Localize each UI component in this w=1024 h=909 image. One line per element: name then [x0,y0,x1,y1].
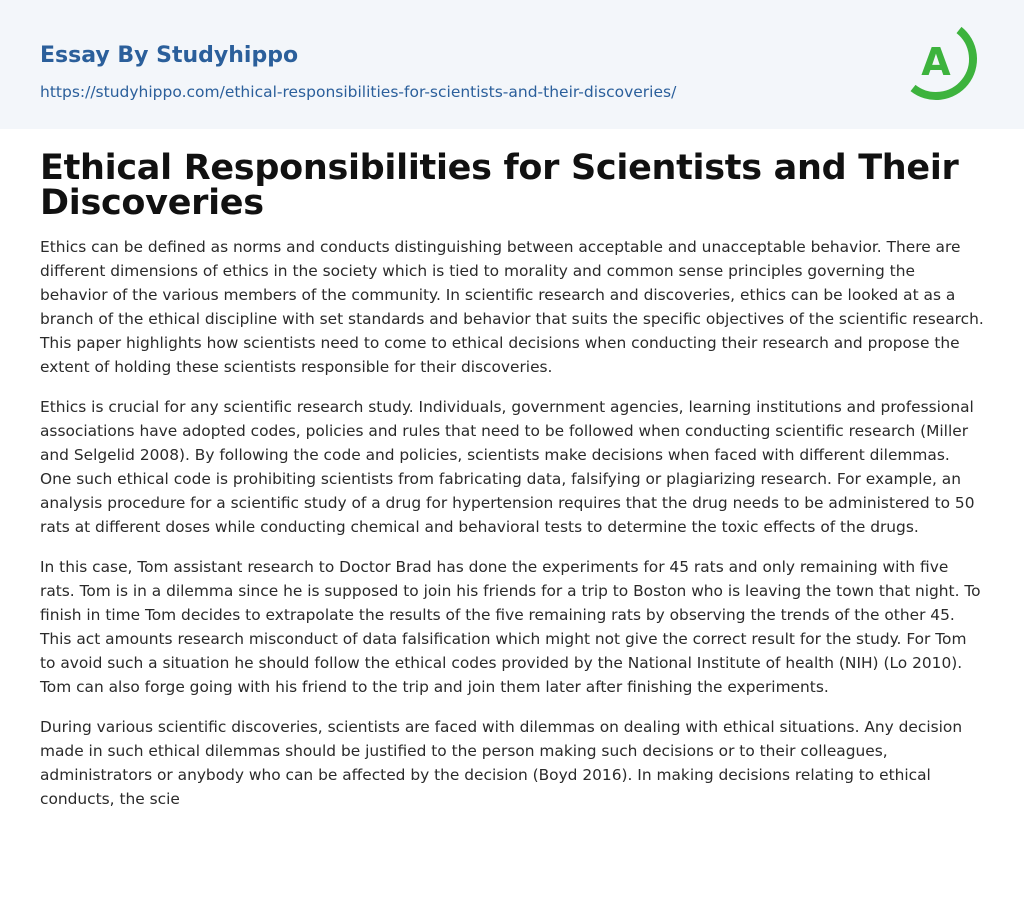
essay-url-link[interactable]: https://studyhippo.com/ethical-responsibilities-for-scientists-and-their-discoveries/ [40,83,677,101]
paragraph-2: Ethics is crucial for any scientific research study. Individuals, government agencies, learning institutions and professional associations have adopted codes, policies and rules that need to be followed when conducting scientific research (Miller and Selgelid 2008). By following the code and policies, scientists make decisions when faced with different dilemmas. One such ethical code is prohibiting scientists from fabricating data, falsifying or plagiarizing research. For example, an analysis procedure for a scientific study of a drug for hypertension requires that the drug needs to be administered to 50 rats at different doses while conducting chemical and behavioral tests to determine the toxic effects of the drugs. [40,398,975,536]
site-header [0,0,1024,129]
article [0,148,1024,811]
paragraph-3: In this case, Tom assistant research to Doctor Brad has done the experiments for 45 rats and only remaining with five rats. Tom is in a dilemma since he is supposed to join his friends for a trip to Boston who is leaving the town that night. To finish in time Tom decides to extrapolate the results of the five remaining rats by observing the trends of the other 45. This act amounts research misconduct of data falsification which might not give the correct result for the study. For Tom to avoid such a situation he should follow the ethical codes provided by the National Institute of health (NIH) (Lo 2010). Tom can also forge going with his friend to the trip and join them later after finishing the experiments. [40,558,981,696]
site-brand[interactable]: Essay By Studyhippo [40,43,299,68]
paragraph-4: During various scientific discoveries, scientists are faced with dilemmas on dealing with ethical situations. Any decision made in such ethical dilemmas should be justified to the person making such decisions or to their colleagues, administrators or anybody who can be affected by the decision (Boyd 2016). In making decisions relating to ethical conducts, the scie [40,718,963,808]
article-title: Ethical Responsibilities for Scientists and Their Discoveries [40,148,959,223]
paragraph-1: Ethics can be defined as norms and conducts distinguishing between acceptable and unacceptable behavior. There are different dimensions of ethics in the society which is tied to morality and common sense principles governing the behavior of the various members of the community. In scientific research and discoveries, ethics can be looked at as a branch of the ethical discipline with set standards and behavior that suits the specific objectives of the scientific research. This paper highlights how scientists need to come to ethical decisions when conducting their research and propose the extent of holding these scientists responsible for their discoveries. [40,238,984,376]
logo-letter: A [921,40,951,84]
studyhippo-logo-icon[interactable] [899,20,985,106]
